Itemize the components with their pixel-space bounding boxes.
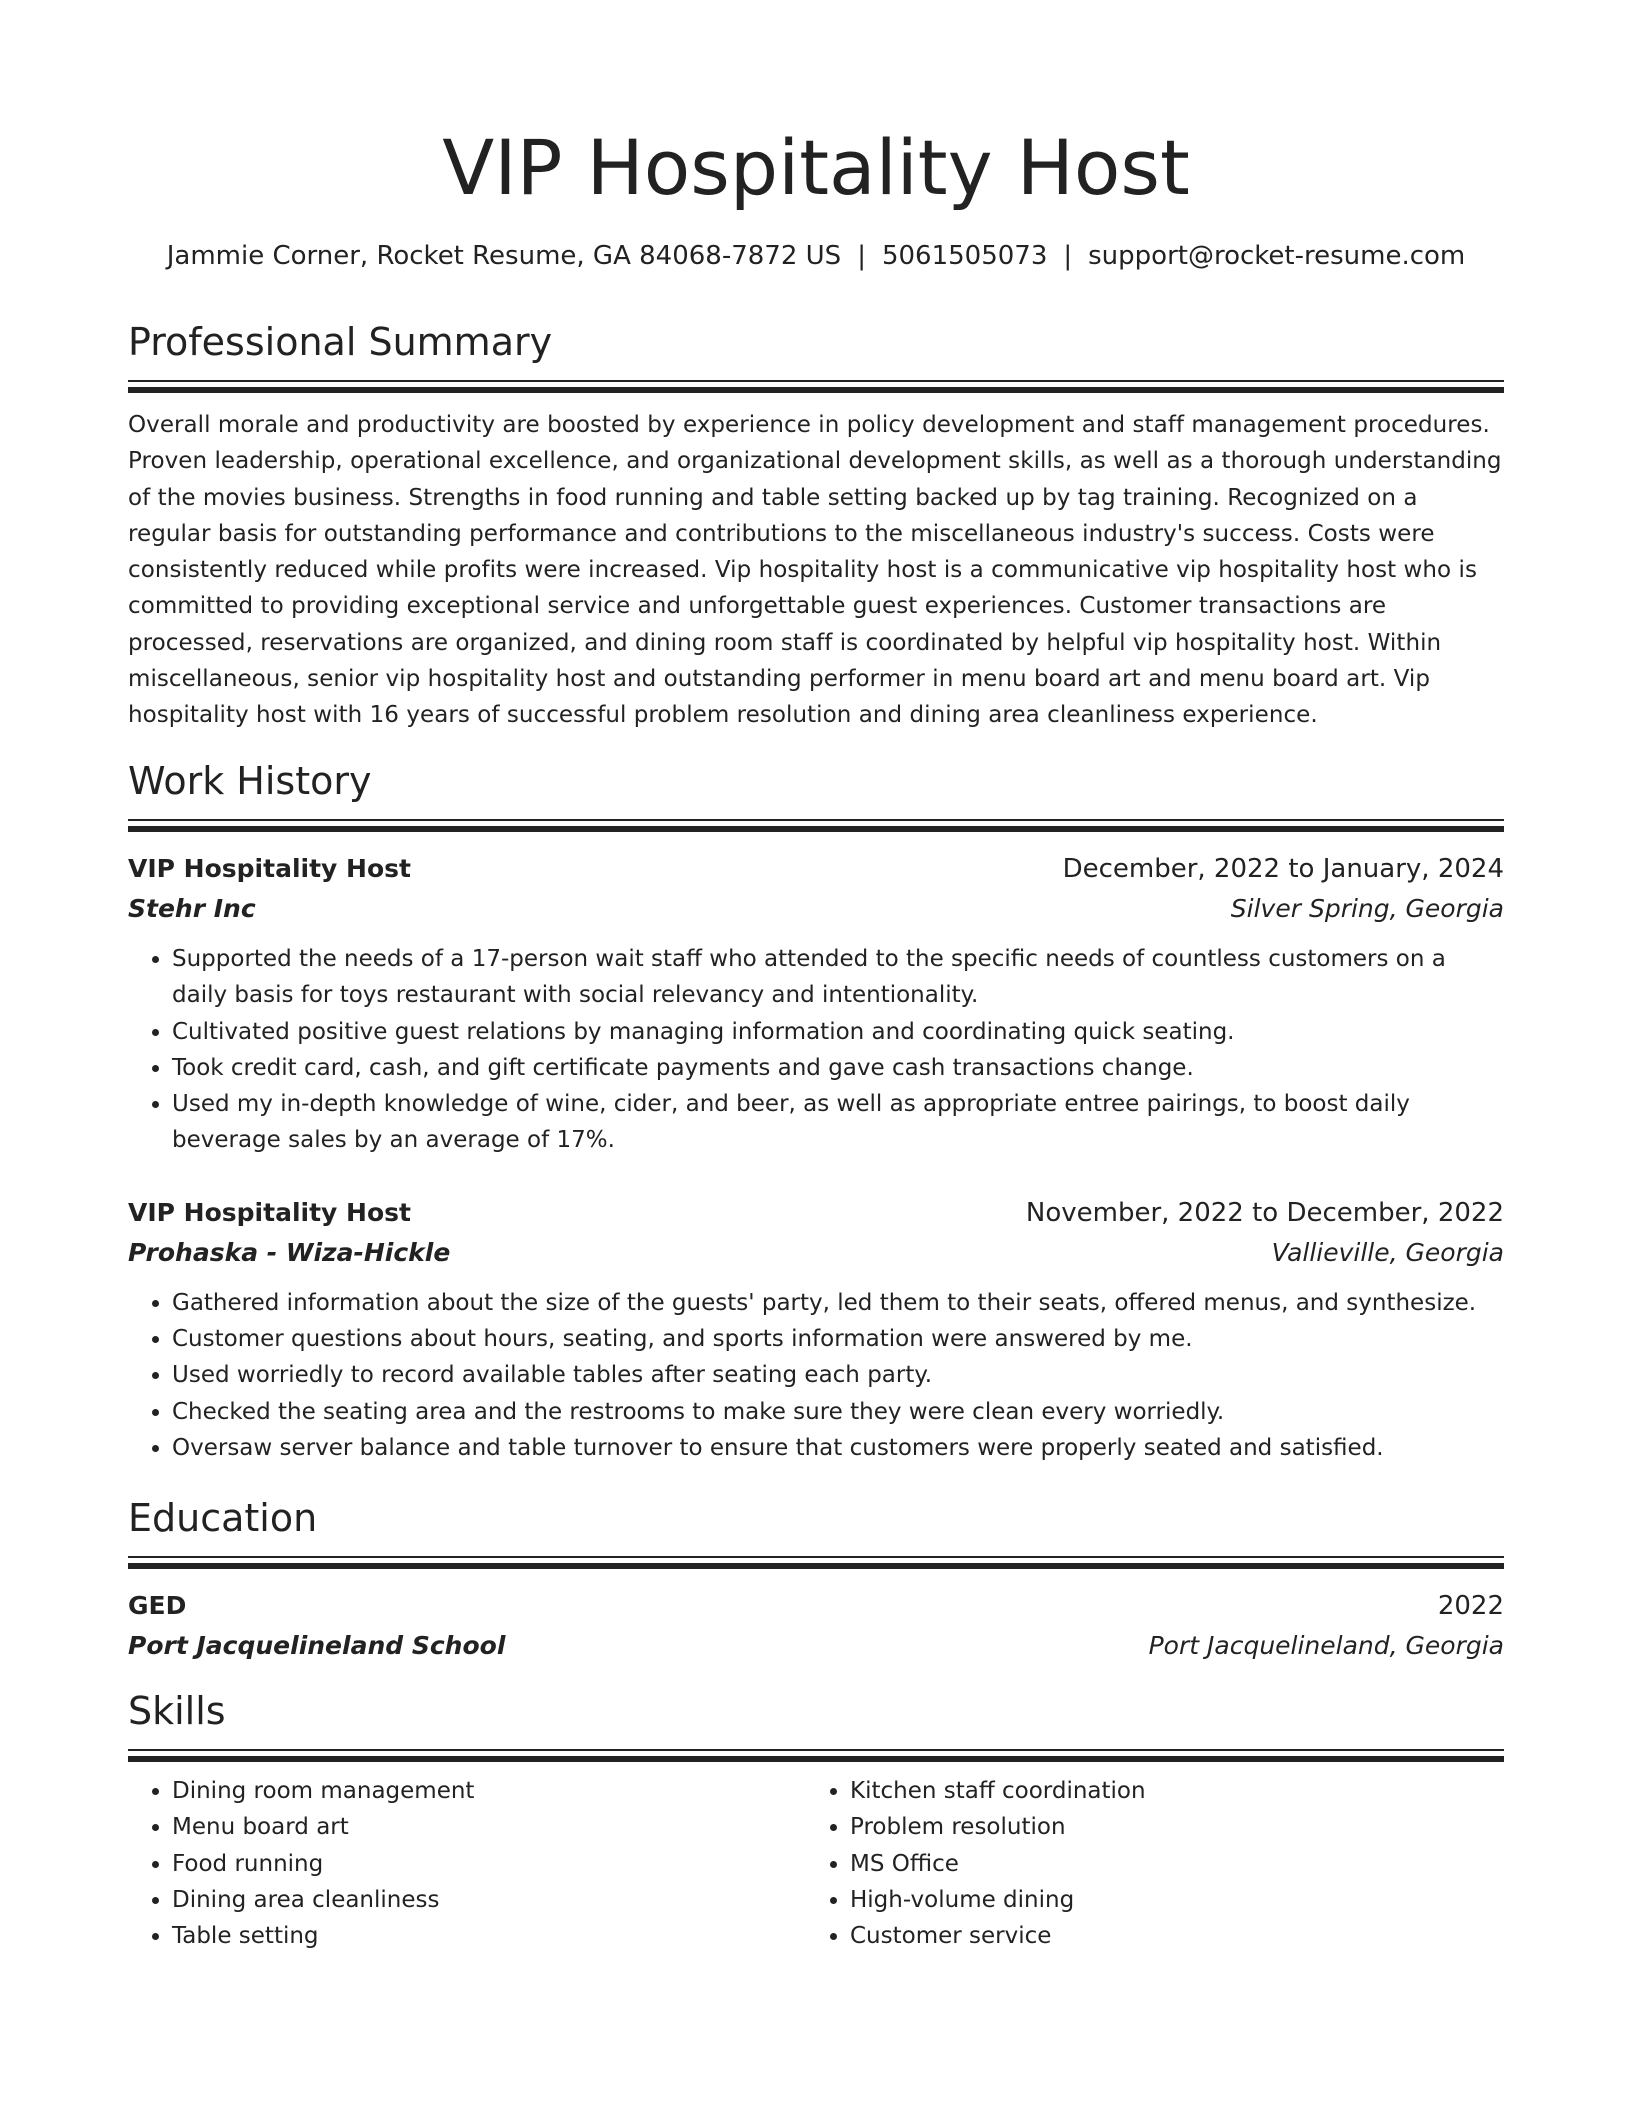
education-section <box>128 1494 1504 1666</box>
education-year: 2022 <box>1437 1591 1504 1621</box>
education-location: Port Jacquelineland, Georgia <box>1148 1631 1504 1660</box>
job-subheader <box>128 889 1504 929</box>
education-subheader <box>128 1626 1504 1666</box>
list-item: • Dining room management <box>172 1773 806 1809</box>
skills-list-right <box>806 1773 1484 1954</box>
contact-address: Jammie Corner, Rocket Resume, GA 84068-7872 US <box>166 241 842 271</box>
contact-separator: | <box>1063 241 1073 271</box>
education-degree: GED <box>128 1591 187 1620</box>
job-title: VIP Hospitality Host <box>128 1197 411 1227</box>
summary-section <box>128 318 1504 734</box>
list-item: • Customer questions about hours, seating, and sports information were answered by me. <box>172 1321 1504 1357</box>
work-history-section <box>128 757 1504 1466</box>
job-bullets <box>128 1285 1504 1466</box>
job-location: Vallieville, Georgia <box>1271 1237 1504 1267</box>
list-item: • High-volume dining <box>850 1882 1484 1918</box>
job-bullets <box>128 941 1504 1159</box>
job-company: Prohaska - Wiza-Hickle <box>128 1237 451 1267</box>
list-item: • Used my in-depth knowledge of wine, cider, and beer, as well as appropriate entree pairings, to boost daily beverage sales by an average of 17%. <box>172 1086 1504 1159</box>
education-header <box>128 1586 1504 1626</box>
list-item: • Kitchen staff coordination <box>850 1773 1484 1809</box>
list-item: • Took credit card, cash, and gift certificate payments and gave cash transactions change. <box>172 1050 1504 1086</box>
list-item: • Dining area cleanliness <box>172 1882 806 1918</box>
section-title-work-history: Work History <box>128 759 372 803</box>
section-title-summary: Professional Summary <box>128 320 553 364</box>
list-item: • MS Office <box>850 1846 1484 1882</box>
list-item: • Menu board art <box>172 1809 806 1845</box>
list-item: • Food running <box>172 1846 806 1882</box>
section-title-skills: Skills <box>128 1689 226 1733</box>
skills-section <box>128 1687 1504 1954</box>
contact-email[interactable]: support@rocket-resume.com <box>1088 241 1466 271</box>
summary-text: Overall morale and productivity are boosted by experience in policy development and staff management procedures. Proven leadership, operational excellence, and organizational development skills, as well as a thorough understanding of the movies business. Strengths in food running and table setting backed up by tag training. Recognized on a regular basis for outstanding performance and contributions to the miscellaneous industry's success. Costs were consistently reduced while profits were increased. Vip hospitality host is a communicative vip hospitality host who is committed to providing exceptional service and unforgettable guest experiences. Customer transactions are processed, reservations are organized, and dining room staff is coordinated by helpful vip hospitality host. Within miscellaneous, senior vip hospitality host and outstanding performer in menu board art and menu board art. Vip hospitality host with 16 years of successful problem resolution and dining area cleanliness experience. <box>128 412 1502 729</box>
job-dates: November, 2022 to December, 2022 <box>1025 1197 1504 1228</box>
section-divider <box>128 1556 1504 1570</box>
list-item: • Checked the seating area and the restrooms to make sure they were clean every worriedly. <box>172 1394 1504 1430</box>
job-header <box>128 1193 1504 1233</box>
job-entry <box>128 849 1504 1159</box>
list-item: • Customer service <box>850 1918 1484 1954</box>
list-item: • Oversaw server balance and table turnover to ensure that customers were properly seated and satisfied. <box>172 1430 1504 1466</box>
education-school: Port Jacquelineland School <box>128 1631 506 1660</box>
job-title: VIP Hospitality Host <box>128 854 411 883</box>
education-entry <box>128 1586 1504 1666</box>
contact-phone: 5061505073 <box>881 241 1048 271</box>
candidate-name: VIP Hospitality Host <box>442 123 1190 212</box>
job-dates: December, 2022 to January, 2024 <box>1062 854 1504 884</box>
job-entry <box>128 1193 1504 1466</box>
job-company: Stehr Inc <box>128 894 256 923</box>
contact-line <box>128 238 1504 274</box>
section-divider <box>128 380 1504 394</box>
list-item: • Problem resolution <box>850 1809 1484 1845</box>
section-divider <box>128 819 1504 833</box>
contact-separator: | <box>857 241 866 271</box>
skills-list-left <box>128 1773 806 1954</box>
job-header <box>128 849 1504 889</box>
list-item: • Used worriedly to record available tables after seating each party. <box>172 1357 1504 1393</box>
section-title-education: Education <box>128 1496 318 1540</box>
section-divider <box>128 1749 1504 1763</box>
list-item: • Supported the needs of a 17-person wait staff who attended to the specific needs of countless customers on a daily basis for toys restaurant with social relevancy and intentionality. <box>172 941 1504 1014</box>
job-subheader <box>128 1233 1504 1273</box>
list-item: • Gathered information about the size of the guests' party, led them to their seats, offered menus, and synthesize. <box>172 1285 1504 1321</box>
list-item: • Table setting <box>172 1918 806 1954</box>
list-item: • Cultivated positive guest relations by managing information and coordinating quick seating. <box>172 1014 1504 1050</box>
skills-columns <box>128 1773 1504 1954</box>
job-location: Silver Spring, Georgia <box>1230 894 1504 923</box>
